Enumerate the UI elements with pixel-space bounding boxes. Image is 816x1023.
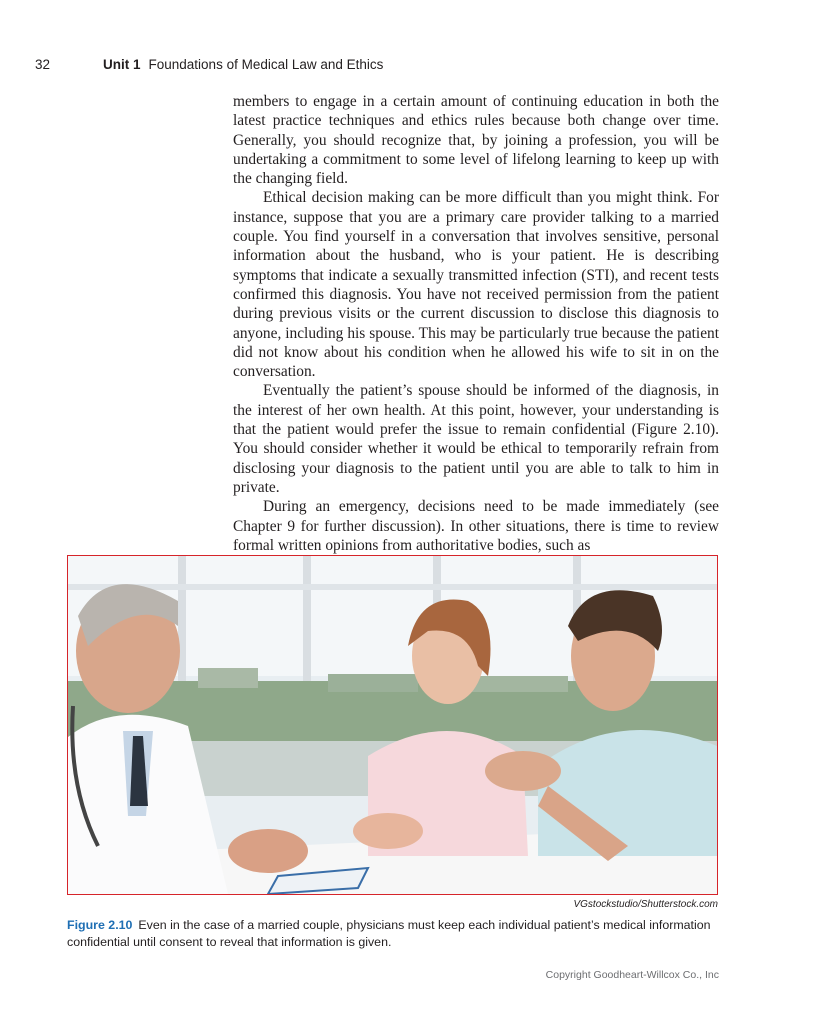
- paragraph: Eventually the patient’s spouse should be informed of the diagnosis, in the interest of her own health. At this point, however, your understanding is that the patient would prefer the issue to remain confidential (Figure 2.10). You should consider whether it would be ethical to temporarily refrain from disclosing your diagnosis to the patient until you are able to talk to him in private.: [233, 382, 719, 496]
- figure-label: Figure 2.10: [67, 918, 133, 932]
- copyright-notice: Copyright Goodheart-Willcox Co., Inc: [545, 969, 719, 981]
- page-number: 32: [35, 57, 51, 72]
- body-text: [233, 92, 719, 555]
- unit-title: Foundations of Medical Law and Ethics: [148, 57, 384, 72]
- figure-photo: [67, 555, 718, 895]
- paragraph: Ethical decision making can be more difficult than you might think. For instance, suppose that you are a primary care provider talking to a married couple. You find yourself in a conversation that involves sensitive, personal information about the husband, who is your patient. He is describing symptoms that indicate a sexually transmitted infection (STI), and recent tests confirmed this diagnosis. You have not received permission from the patient during previous visits or the current discussion to disclose this diagnosis to anyone, including his spouse. This may be particularly true because the patient did not know about his condition when he allowed his wife to sit in on the conversation.: [233, 189, 719, 381]
- photo-credit: VGstockstudio/Shutterstock.com: [573, 899, 718, 910]
- unit-label: Unit 1: [103, 57, 141, 72]
- paragraph: members to engage in a certain amount of continuing education in both the latest practice techniques and ethics rules because both change over time. Generally, you should recognize that, by joining a profession, you will be undertaking a commitment to some level of lifelong learning to keep up with the changing field.: [233, 93, 719, 188]
- paragraph: During an emergency, decisions need to be made immediately (see Chapter 9 for further discussion). In other situations, there is time to review formal written opinions from authoritative bodies, such as: [233, 498, 719, 554]
- photo-illustration: [68, 556, 717, 894]
- figure-caption: [67, 917, 727, 951]
- caption-text: Even in the case of a married couple, physicians must keep each individual patient’s medical information confidential until consent to reveal that information is given.: [67, 918, 711, 949]
- running-header: [35, 57, 735, 72]
